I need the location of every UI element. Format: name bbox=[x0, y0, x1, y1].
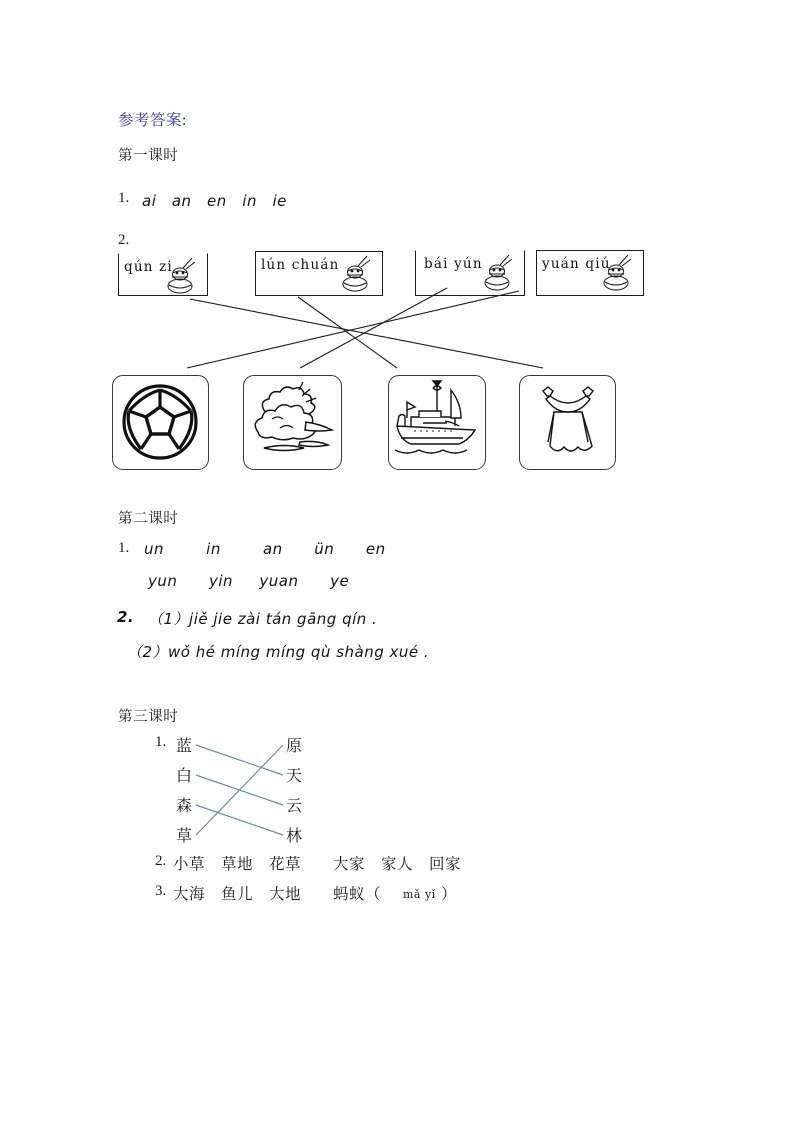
lesson3-left-char-2: 白 bbox=[176, 768, 194, 785]
word-box-4-label: yuán qiú bbox=[542, 256, 611, 272]
lesson3-q3-words-tail: ） bbox=[441, 886, 458, 903]
page-title-text: 参考答案 bbox=[118, 112, 183, 129]
lesson1-q1-label: 1. bbox=[118, 190, 130, 206]
picture-box-clouds[interactable] bbox=[243, 375, 342, 470]
word-box-1[interactable] bbox=[118, 253, 208, 296]
snowman-doodle-icon bbox=[476, 252, 522, 292]
word-box-3[interactable] bbox=[415, 250, 525, 296]
lesson3-q3-pinyin: mǎ yǐ bbox=[403, 888, 436, 901]
soccer-ball-icon bbox=[113, 376, 208, 469]
match-line-yuanqiu-ball bbox=[187, 291, 519, 368]
lesson3-left-char-4: 草 bbox=[176, 828, 194, 845]
lesson3-q2-label: 2. bbox=[155, 853, 167, 869]
match-line-bai-yun bbox=[196, 775, 283, 805]
lesson3-heading: 第三课时 bbox=[118, 709, 179, 725]
lesson2-q2-label: 2. bbox=[117, 608, 135, 626]
lesson3-right-char-4: 林 bbox=[286, 828, 304, 845]
lesson3-right-char-1: 原 bbox=[286, 738, 304, 755]
page-title bbox=[118, 108, 187, 130]
lesson2-q2-item-1: （1）jiě jie zài tán gāng qín . bbox=[148, 610, 378, 628]
lesson1-q1-answers: ai an en in ie bbox=[142, 192, 287, 210]
match-line-lunchuan-ship bbox=[298, 297, 397, 368]
match-line-qunzi-dress bbox=[190, 299, 543, 368]
picture-box-soccer-ball[interactable] bbox=[112, 375, 209, 470]
picture-box-dress[interactable] bbox=[519, 375, 616, 470]
dress-icon bbox=[520, 376, 615, 469]
lesson3-q1-label: 1. bbox=[155, 734, 167, 750]
lesson1-heading: 第一课时 bbox=[118, 148, 179, 164]
snowman-doodle-icon bbox=[334, 253, 380, 293]
lesson2-q2-item-2: （2）wǒ hé míng míng qù shàng xué . bbox=[127, 643, 430, 661]
page-title-colon: : bbox=[182, 112, 187, 129]
lesson2-q1-row1: un in an ün en bbox=[144, 540, 386, 558]
word-box-1-label: qún zi bbox=[124, 259, 173, 275]
word-box-2[interactable] bbox=[255, 251, 383, 296]
lesson2-q1-label: 1. bbox=[118, 540, 130, 556]
word-box-3-label: bái yún bbox=[424, 256, 483, 272]
ship-icon bbox=[389, 376, 485, 469]
match-line-baiyun-clouds bbox=[300, 288, 447, 368]
picture-box-ship[interactable] bbox=[388, 375, 486, 470]
match-line-sen-lin bbox=[196, 805, 283, 835]
lesson3-q3-label: 3. bbox=[155, 883, 167, 899]
lesson2-heading: 第二课时 bbox=[118, 511, 179, 527]
lesson3-q3-words: 大海 鱼儿 大地 蚂蚁（ bbox=[173, 886, 382, 903]
lesson2-q1-row2: yun yin yuan ye bbox=[148, 572, 350, 590]
lesson1-q2-label: 2. bbox=[118, 232, 130, 248]
word-box-4[interactable] bbox=[536, 250, 644, 296]
lesson3-match-lines bbox=[196, 745, 283, 835]
word-box-2-label: lún chuán bbox=[261, 257, 340, 273]
lesson3-q2-words: 小草 草地 花草 大家 家人 回家 bbox=[173, 856, 462, 873]
clouds-icon bbox=[244, 376, 341, 469]
lesson3-left-char-3: 森 bbox=[176, 798, 194, 815]
match-line-cao-yuan bbox=[196, 745, 283, 835]
lesson3-left-char-1: 蓝 bbox=[176, 738, 194, 755]
lesson3-right-char-2: 天 bbox=[286, 768, 304, 785]
match-line-lan-tian bbox=[196, 745, 283, 775]
lesson3-right-char-3: 云 bbox=[286, 798, 304, 815]
lesson1-match-lines bbox=[187, 288, 543, 368]
